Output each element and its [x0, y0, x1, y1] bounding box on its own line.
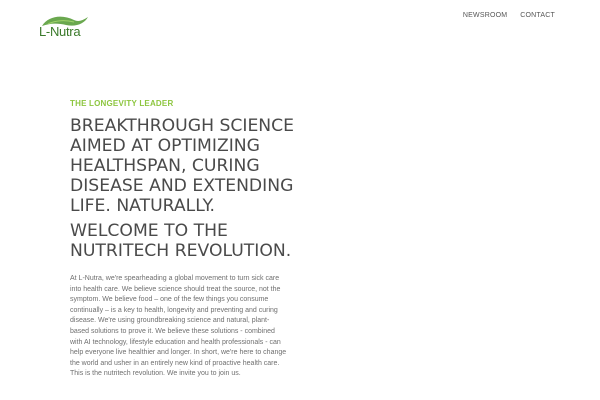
top-nav: [463, 11, 555, 20]
hero-headline: BREAKTHROUGH SCIENCE AIMED AT OPTIMIZING HEALTHSPAN, CURING DISEASE AND EXTENDING LIFE. NATURALLY.: [70, 116, 295, 216]
nav-link-contact[interactable]: CONTACT: [520, 12, 555, 19]
logo-wordmark: L-Nutra: [39, 24, 81, 39]
hero-eyebrow: THE LONGEVITY LEADER: [70, 99, 174, 108]
hero-body-text: At L-Nutra, we're spearheading a global movement to turn sick care into health care. We believe science should treat the source, not the symptom. We believe food – one of the few things you consume continually – is a key to health, longevity and preventing and curing disease. We're using groundbreaking science and natural, plant-based solutions to prove it. We believe these solutions - combined with AI technology, lifestyle education and health professionals - can help everyone live healthier and longer. In short, we're here to change the world and usher in an entirely new kind of proactive health care. This is the nutritech revolution. We invite you to join us.: [70, 275, 287, 378]
hero-subheadline: WELCOME TO THE NUTRITECH REVOLUTION.: [70, 221, 292, 261]
site-header: [0, 0, 600, 60]
brand-logo[interactable]: [38, 14, 90, 38]
hero-section: [70, 99, 310, 380]
nav-link-newsroom[interactable]: NEWSROOM: [462, 12, 508, 19]
